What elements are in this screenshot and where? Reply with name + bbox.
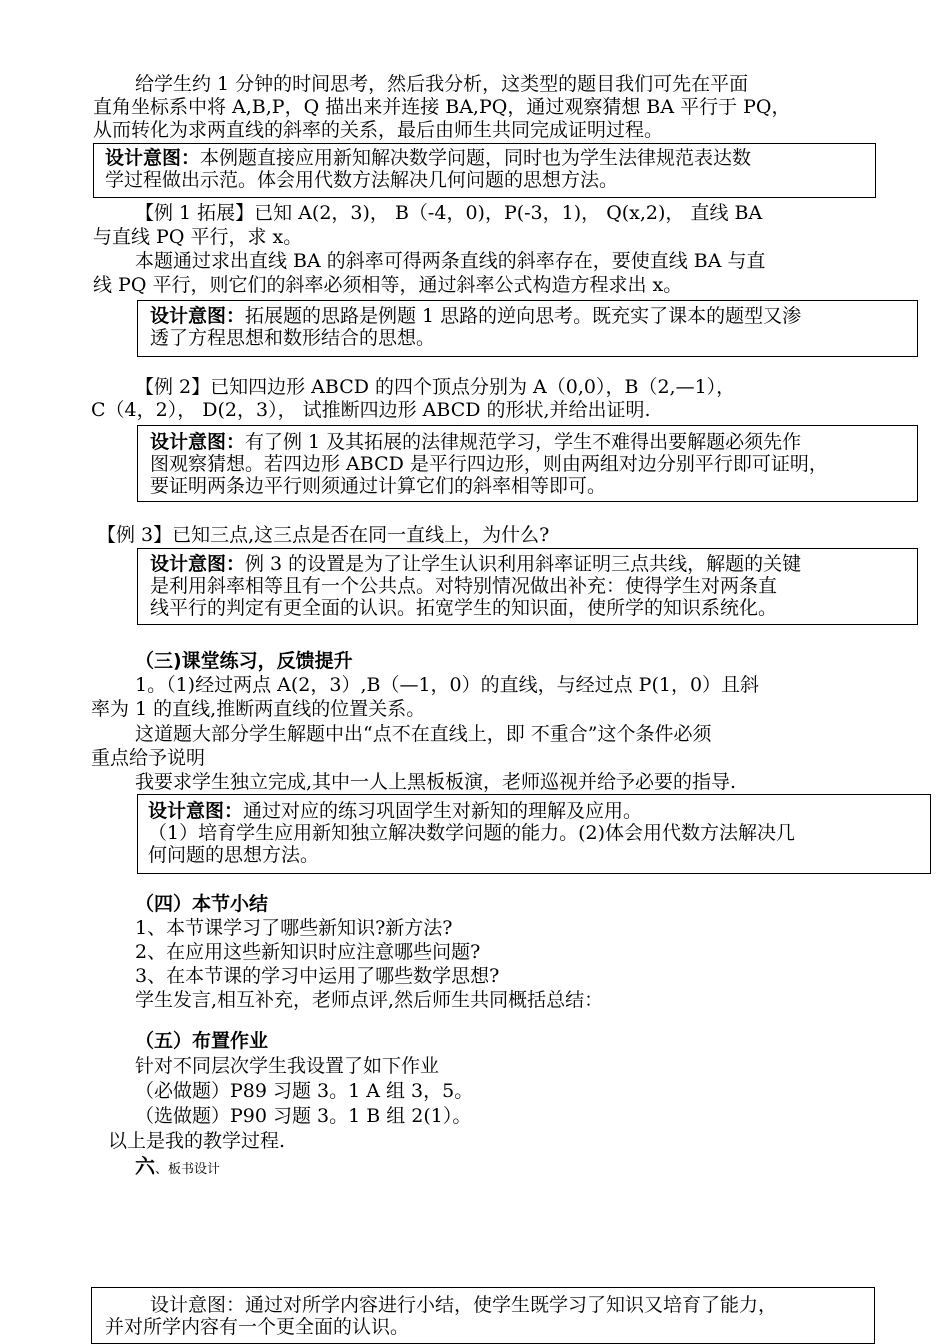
example-2: 【例 2】已知四边形 ABCD 的四个顶点分别为 A（0,0），B（2,—1）， <box>135 376 736 398</box>
design-intent-box <box>137 300 918 357</box>
design-intent-text: 例 3 的设置是为了让学生认识利用斜率证明三点共线，解题的关键 <box>245 553 802 575</box>
design-intent-text: 通过对应的练习巩固学生对新知的理解及应用。 <box>243 800 643 822</box>
section-number: 六 <box>135 1154 155 1178</box>
design-intent-box <box>91 1287 875 1344</box>
practice-line: 我要求学生独立完成,其中一人上黑板板演，老师巡视并给予必要的指导. <box>135 771 737 793</box>
design-intent-text: 学过程做出示范。体会用代数方法解决几何问题的思想方法。 <box>105 169 619 191</box>
homework-line: （选做题）P90 习题 3。1 B 组 2(1）。 <box>135 1105 472 1127</box>
design-intent-text: 何问题的思想方法。 <box>148 844 320 866</box>
homework-line: 针对不同层次学生我设置了如下作业 <box>135 1055 440 1077</box>
section-title: 、板书设计 <box>155 1162 221 1177</box>
design-intent-text: 图观察猜想。若四边形 ABCD 是平行四边形，则由两组对边分别平行即可证明， <box>150 453 828 475</box>
design-intent-text: 是利用斜率相等且有一个公共点。对特别情况做出补充：使得学生对两条直 <box>150 575 778 597</box>
design-intent-label: 设计意图： <box>150 305 246 327</box>
summary-line: 学生发言,相互补充，老师点评,然后师生共同概括总结： <box>135 989 604 1011</box>
section-heading: （三)课堂练习，反馈提升 <box>135 650 353 672</box>
design-intent-text: 透了方程思想和数形结合的思想。 <box>150 327 436 349</box>
practice-line: 1。（1)经过两点 A(2，3）,B（—1，0）的直线，与经过点 P(1，0）且斜 <box>135 674 760 696</box>
design-intent-label: 设计意图： <box>105 147 201 169</box>
design-intent-box <box>137 548 918 625</box>
design-intent-text: 并对所学内容有一个更全面的认识。 <box>105 1316 410 1338</box>
paragraph-line: 本题通过求出直线 BA 的斜率可得两条直线的斜率存在，要使直线 BA 与直 <box>135 250 766 272</box>
paragraph-line: 从而转化为求两直线的斜率的关系，最后由师生共同完成证明过程。 <box>93 119 664 141</box>
design-intent-text: 要证明两条边平行则须通过计算它们的斜率相等即可。 <box>150 475 607 497</box>
paragraph-line: 线 PQ 平行，则它们的斜率必须相等，通过斜率公式构造方程求出 x。 <box>93 274 683 296</box>
design-intent-label: 设计意图： <box>150 431 246 453</box>
design-intent-text: 本例题直接应用新知解决数学问题，同时也为学生法律规范表达数 <box>200 147 752 169</box>
design-intent-box <box>137 794 931 874</box>
example-1-extension: 【例 1 拓展】已知 A(2，3)， B（-4，0)，P(-3，1)， Q(x,2)， 直线 BA <box>135 202 763 224</box>
summary-question: 2、在应用这些新知识时应注意哪些问题? <box>135 941 481 963</box>
paragraph-line: 直角坐标系中将 A,B,P，Q 描出来并连接 BA,PQ，通过观察猜想 BA 平行于 PQ， <box>93 96 791 118</box>
homework-line: （必做题）P89 习题 3。1 A 组 3，5。 <box>135 1080 474 1102</box>
design-intent-label: 设计意图： <box>148 800 244 822</box>
design-intent-text: 拓展题的思路是例题 1 思路的逆向思考。既充实了课本的题型又渗 <box>245 305 802 327</box>
example-1-extension: 与直线 PQ 平行，求 x。 <box>93 226 303 248</box>
design-intent-text: （1）培育学生应用新知独立解决数学问题的能力。(2)体会用代数方法解决几 <box>148 822 796 844</box>
practice-line: 重点给予说明 <box>91 747 206 769</box>
example-2: C（4，2）， D(2，3）， 试推断四边形 ABCD 的形状,并给出证明. <box>91 399 651 421</box>
design-intent-box <box>93 143 876 198</box>
design-intent-label: 设计意图： <box>150 553 246 575</box>
practice-line: 率为 1 的直线,推断两直线的位置关系。 <box>91 698 426 720</box>
section-heading: （四）本节小结 <box>135 893 269 915</box>
summary-question: 1、本节课学习了哪些新知识?新方法? <box>135 917 453 939</box>
paragraph-line: 给学生约 1 分钟的时间思考，然后我分析，这类型的题目我们可先在平面 <box>135 73 749 95</box>
design-intent-text: 设计意图：通过对所学内容进行小结，使学生既学习了知识又培育了能力， <box>150 1294 778 1316</box>
design-intent-text: 线平行的判定有更全面的认识。拓宽学生的知识面，使所学的知识系统化。 <box>150 597 778 619</box>
practice-line: 这道题大部分学生解题中出“点不在直线上，即 不重合”这个条件必须 <box>135 723 712 745</box>
design-intent-text: 有了例 1 及其拓展的法律规范学习，学生不难得出要解题必须先作 <box>245 431 802 453</box>
section-heading <box>135 1155 220 1181</box>
section-heading: （五）布置作业 <box>135 1030 269 1052</box>
example-3: 【例 3】已知三点,这三点是否在同一直线上，为什么? <box>97 524 550 546</box>
homework-line: 以上是我的教学过程. <box>108 1130 286 1152</box>
summary-question: 3、在本节课的学习中运用了哪些数学思想? <box>135 965 500 987</box>
design-intent-box <box>137 425 918 502</box>
